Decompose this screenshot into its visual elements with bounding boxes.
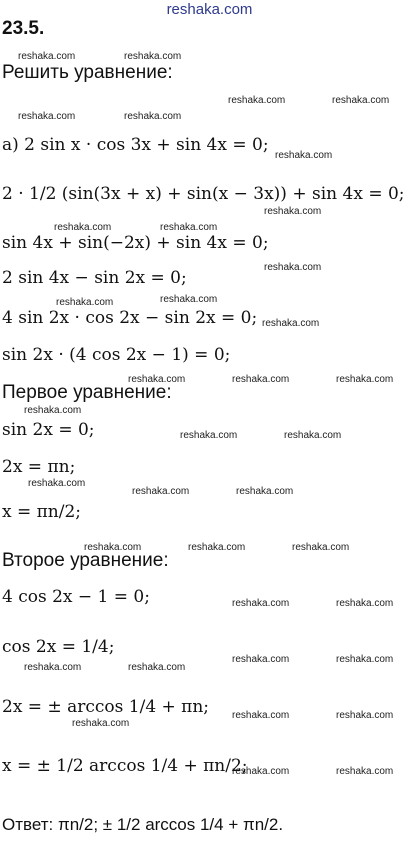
watermark: reshaka.com	[336, 710, 394, 721]
equation-line-6: sin 2x · (4 cos 2x − 1) = 0;	[2, 345, 231, 365]
watermark: reshaka.com	[18, 51, 76, 62]
equation-line-3: sin 4x + sin(−2x) + sin 4x = 0;	[2, 233, 269, 253]
watermark: reshaka.com	[132, 486, 190, 497]
watermark: reshaka.com	[236, 486, 294, 497]
second-equation-line-2: cos 2x = 1/4;	[2, 637, 115, 657]
second-equation-heading: Второе уравнение:	[2, 550, 169, 571]
watermark: reshaka.com	[54, 222, 112, 233]
watermark: reshaka.com	[336, 374, 394, 385]
first-equation-line-3: x = πn/2;	[2, 502, 82, 522]
watermark: reshaka.com	[180, 430, 238, 441]
watermark: reshaka.com	[336, 598, 394, 609]
watermark: reshaka.com	[188, 542, 246, 553]
watermark: reshaka.com	[124, 51, 182, 62]
watermark: reshaka.com	[232, 654, 290, 665]
equation-line-4: 2 sin 4x − sin 2x = 0;	[2, 268, 187, 288]
equation-line-2: 2 · 1/2 (sin(3x + x) + sin(x − 3x)) + sin 4x = 0;	[2, 184, 405, 204]
watermark: reshaka.com	[84, 542, 142, 553]
watermark: reshaka.com	[232, 374, 290, 385]
watermark: reshaka.com	[56, 297, 114, 308]
watermark: reshaka.com	[332, 95, 390, 106]
watermark: reshaka.com	[24, 405, 82, 416]
first-equation-heading: Первое уравнение:	[2, 382, 172, 403]
watermark: reshaka.com	[160, 294, 218, 305]
second-equation-line-3: 2x = ± arccos 1/4 + πn;	[2, 697, 210, 717]
first-equation-line-1: sin 2x = 0;	[2, 420, 95, 440]
watermark: reshaka.com	[124, 111, 182, 122]
second-equation-line-4: x = ± 1/2 arccos 1/4 + πn/2;	[2, 756, 248, 776]
watermark: reshaka.com	[160, 222, 218, 233]
watermark: reshaka.com	[28, 478, 86, 489]
watermark: reshaka.com	[264, 262, 322, 273]
second-equation-line-1: 4 cos 2x − 1 = 0;	[2, 587, 150, 607]
watermark: reshaka.com	[18, 111, 76, 122]
watermark: reshaka.com	[232, 710, 290, 721]
watermark: reshaka.com	[232, 598, 290, 609]
first-equation-line-2: 2x = πn;	[2, 457, 76, 477]
problem-number: 23.5.	[2, 18, 45, 39]
watermark: reshaka.com	[292, 542, 350, 553]
watermark: reshaka.com	[72, 718, 130, 729]
watermark: reshaka.com	[264, 206, 322, 217]
equation-line-a: а) 2 sin x · cos 3x + sin 4x = 0;	[2, 135, 269, 155]
site-watermark-top: reshaka.com	[166, 1, 253, 18]
answer-line: Ответ: πn/2; ± 1/2 arccos 1/4 + πn/2.	[2, 815, 284, 834]
watermark: reshaka.com	[232, 766, 290, 777]
watermark: reshaka.com	[128, 374, 186, 385]
watermark: reshaka.com	[24, 662, 82, 673]
watermark: reshaka.com	[262, 318, 320, 329]
task-heading: Решить уравнение:	[2, 62, 173, 83]
watermark: reshaka.com	[275, 150, 333, 161]
watermark: reshaka.com	[128, 662, 186, 673]
watermark: reshaka.com	[336, 654, 394, 665]
equation-line-5: 4 sin 2x · cos 2x − sin 2x = 0;	[2, 308, 258, 328]
watermark: reshaka.com	[336, 766, 394, 777]
watermark: reshaka.com	[228, 95, 286, 106]
watermark: reshaka.com	[284, 430, 342, 441]
